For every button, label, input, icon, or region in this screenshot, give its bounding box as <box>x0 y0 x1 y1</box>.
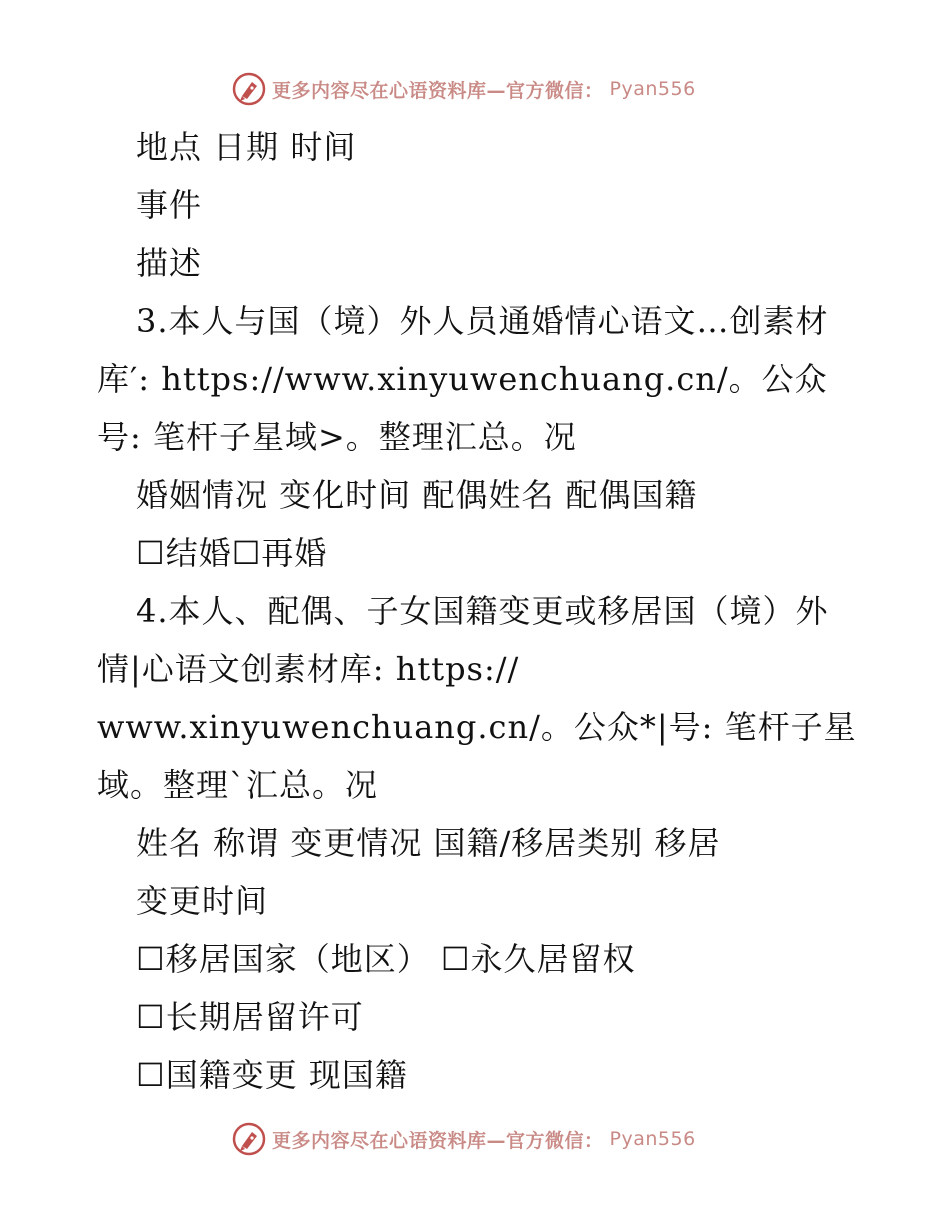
text-line: 描述 <box>136 244 203 282</box>
pen-nib-logo-icon <box>232 1122 266 1156</box>
text-line: 婚姻情况 变化时间 配偶姓名 配偶国籍 <box>136 476 698 514</box>
text-line: ☐长期居留许可 <box>136 998 364 1036</box>
text-line: ☐国籍变更 现国籍 <box>136 1056 408 1094</box>
header-watermark <box>232 71 752 107</box>
text-line: 域。整理`汇总。况 <box>97 766 379 804</box>
text-line: 库′: https://www.xinyuwenchuang.cn/。公众 <box>97 360 828 398</box>
text-line: www.xinyuwenchuang.cn/。公众*|号: 笔杆子星 <box>97 708 857 746</box>
text-line: 情|心语文创素材库: https:// <box>97 650 520 688</box>
watermark-wechat-id: Pyan556 <box>609 1128 696 1150</box>
footer-watermark <box>232 1121 752 1157</box>
document-body <box>0 118 950 1104</box>
text-line: 号: 笔杆子星域>。整理汇总。况 <box>97 418 577 456</box>
text-line: 3.本人与国（境）外人员通婚情心语文…创素材 <box>136 302 829 340</box>
text-line: 4.本人、配偶、子女国籍变更或移居国（境）外 <box>136 592 829 630</box>
text-line: 事件 <box>136 186 203 224</box>
watermark-text: 更多内容尽在心语资料库—官方微信： <box>272 1129 604 1152</box>
pen-nib-logo-icon <box>232 72 266 106</box>
text-line: ☐移居国家（地区） ☐永久居留权 <box>136 940 636 978</box>
watermark-text: 更多内容尽在心语资料库—官方微信： <box>272 79 604 102</box>
text-line: 变更时间 <box>136 882 269 920</box>
text-line: 姓名 称谓 变更情况 国籍/移居类别 移居 <box>136 824 721 862</box>
text-line: 地点 日期 时间 <box>136 128 357 166</box>
watermark-wechat-id: Pyan556 <box>609 78 696 100</box>
text-line: ☐结婚☐再婚 <box>136 534 328 572</box>
